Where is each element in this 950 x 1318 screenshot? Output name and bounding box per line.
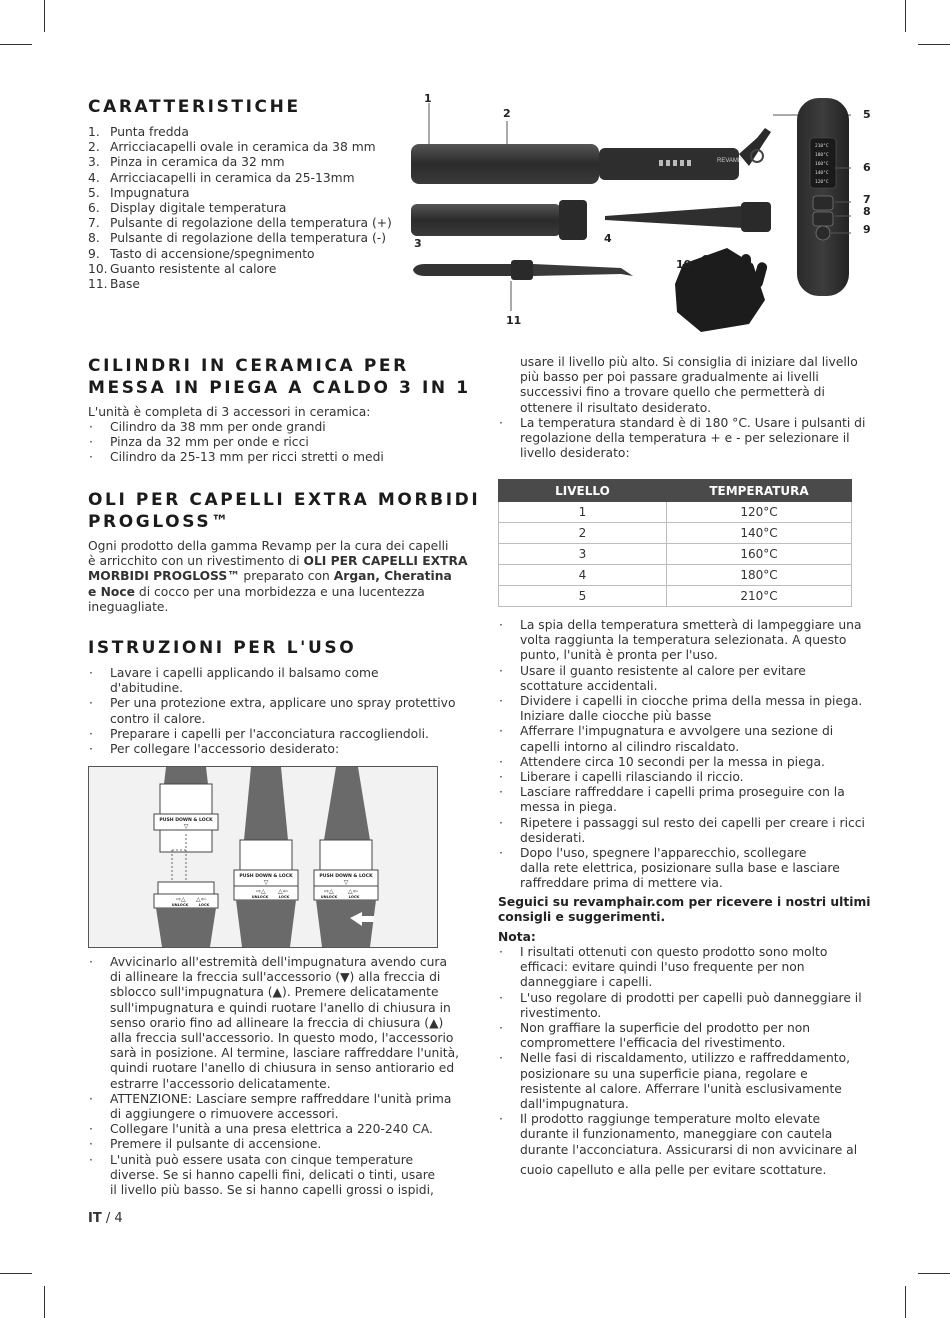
line: · La spia della temperatura smetterà di lampeggiare una <box>520 618 862 632</box>
line: regolazione della temperatura + e - per selezionare il <box>520 431 850 446</box>
feature-text: Pulsante di regolazione della temperatura (-) <box>110 231 386 246</box>
line: quindi ruotare l'anello di chiusura in senso antiorario ed <box>110 1061 455 1076</box>
svg-text:△⇦: △⇦ <box>278 888 288 895</box>
feature-number: 4. <box>88 170 100 185</box>
table-row <box>499 586 852 607</box>
line: resistente al calore. Afferrare l'unità esclusivamente <box>520 1081 842 1096</box>
instruction-item <box>88 1092 468 1122</box>
oils-title-line2: PROGLOSS™ <box>88 512 231 532</box>
line: · Lasciare raffreddare i capelli prima proseguire con la <box>520 785 845 800</box>
brand-logo: REVAMP <box>717 158 742 164</box>
svg-text:▽: ▽ <box>263 879 269 886</box>
usage-step <box>498 618 878 664</box>
temperature-table <box>498 479 852 607</box>
feature-item <box>88 171 408 186</box>
table-row <box>499 544 852 565</box>
barrel-32mm <box>411 204 561 236</box>
feature-text: Pinza in ceramica da 32 mm <box>110 155 285 170</box>
feature-item <box>88 231 408 246</box>
line: · Per collegare l'accessorio desiderato: <box>110 742 340 757</box>
cylinders-title-line2: MESSA IN PIEGA A CALDO 3 IN 1 <box>88 378 471 398</box>
line: desiderati. <box>520 830 586 845</box>
cool-tip-stand <box>739 128 771 166</box>
crop-mark <box>44 1286 45 1318</box>
instruction-item <box>88 1122 468 1137</box>
svg-text:⇨△: ⇨△ <box>256 888 266 895</box>
instruction-item <box>88 1153 468 1199</box>
callout-1: 1 <box>424 92 432 105</box>
temperature-cell: 160°C <box>667 544 852 565</box>
follow-us-text <box>498 895 878 925</box>
feature-item <box>88 247 408 262</box>
svg-text:⇨△: ⇨△ <box>324 888 334 895</box>
line: scottature accidentali. <box>520 678 658 693</box>
table-row <box>499 523 852 544</box>
instructions-list-1 <box>88 666 468 757</box>
line: Iniziare dalle ciocche più basse <box>520 709 712 724</box>
line: senso orario fino ad allineare la freccia di chiusura (▲) <box>110 1015 444 1030</box>
cylinder-item: · Cilindro da 25-13 mm per ricci stretti o medi <box>88 450 468 465</box>
line: · Attendere circa 10 secondi per la messa in piega. <box>520 754 825 769</box>
line: · Avvicinarlo all'estremità dell'impugnatura avendo cura <box>110 955 448 969</box>
instruction-item <box>88 1137 468 1152</box>
usage-step <box>498 694 878 724</box>
feature-item <box>88 277 408 292</box>
line: durante il funzionamento, maneggiare con cautela <box>520 1127 833 1142</box>
line: · Premere il pulsante di accensione. <box>110 1137 322 1152</box>
instruction-item <box>88 696 468 726</box>
feature-number: 2. <box>88 140 100 155</box>
power-button[interactable] <box>816 226 830 240</box>
language-code: IT <box>88 1211 102 1226</box>
line: · I risultati ottenuti con questo prodotto sono molto <box>520 945 828 959</box>
note-item <box>498 991 878 1021</box>
line: volta raggiunta la temperatura selezionata. A questo <box>520 633 847 648</box>
push-down-lock-label: PUSH DOWN & LOCK <box>239 874 293 879</box>
callout-8: 8 <box>863 205 871 218</box>
instructions-title: ISTRUZIONI PER L'USO <box>88 638 357 658</box>
feature-number: 5. <box>88 185 100 200</box>
line: danneggiare i capelli. <box>520 975 653 990</box>
line: · Il prodotto raggiunge temperature molto elevate <box>520 1112 821 1127</box>
feature-item <box>88 125 408 140</box>
feature-number: 1. <box>88 125 100 139</box>
feature-item <box>88 186 408 201</box>
feature-text: Arricciacapelli in ceramica da 25-13mm <box>110 170 355 185</box>
feature-text: Tasto di accensione/spegnimento <box>110 246 315 261</box>
feature-number: 6. <box>88 201 100 216</box>
page-number: 4 <box>114 1211 123 1226</box>
usage-step <box>498 724 878 754</box>
callout-4: 4 <box>604 232 612 245</box>
note-item <box>498 1021 878 1051</box>
oils-title-line1: OLI PER CAPELLI EXTRA MORBIDI <box>88 490 481 510</box>
level-cell: 5 <box>499 586 667 607</box>
feature-number: 8. <box>88 231 100 246</box>
cylinder-item: · Cilindro da 38 mm per onde grandi <box>88 420 468 435</box>
line: · Ripetere i passaggi sul resto dei capelli per creare i ricci <box>520 815 865 830</box>
instructions-list-2 <box>88 955 468 1198</box>
crop-mark <box>918 44 950 45</box>
display-temperature: 120°C <box>815 180 829 185</box>
line: · ATTENZIONE: Lasciare sempre raffreddare l'unità prima <box>110 1091 452 1106</box>
callout-10: 10 <box>676 258 692 271</box>
line: · Lavare i capelli applicando il balsamo come <box>110 666 379 680</box>
feature-text: Punta fredda <box>110 125 189 139</box>
usage-step <box>498 816 878 846</box>
cylinders-intro: L'unità è completa di 3 accessori in ceramica: <box>88 405 371 419</box>
levels-continuation <box>520 355 880 416</box>
line: · Liberare i capelli rilasciando il riccio. <box>520 770 744 785</box>
callout-5: 5 <box>863 108 871 121</box>
callout-2: 2 <box>503 107 511 120</box>
display-temperature: 180°C <box>815 153 829 158</box>
line: · La temperatura standard è di 180 °C. Usare i pulsanti di <box>520 416 866 430</box>
temp-down-button[interactable] <box>813 212 833 226</box>
callout-7: 7 <box>863 193 871 206</box>
line: livello desiderato: <box>520 446 630 461</box>
crop-mark <box>918 1273 950 1274</box>
line: di allineare la freccia sull'accessorio (▼) alla freccia di <box>110 970 441 985</box>
footer-separator: / <box>101 1211 115 1226</box>
instruction-item <box>88 955 468 1092</box>
line: messa in piega. <box>520 800 617 815</box>
cylinders-title-line1: CILINDRI IN CERAMICA PER <box>88 356 409 376</box>
usage-step <box>498 770 878 785</box>
unlock-label: UNLOCK <box>320 895 338 899</box>
crop-mark <box>905 0 906 32</box>
line: dalla rete elettrica, posizionare sulla base e lasciare <box>520 861 840 876</box>
callout-6: 6 <box>863 161 871 174</box>
line: · Dividere i capelli in ciocche prima della messa in piega. <box>520 694 863 709</box>
cylinder-item: · Pinza da 32 mm per onde e ricci <box>88 435 468 450</box>
page-footer <box>88 1211 123 1226</box>
note-item <box>498 1112 878 1158</box>
feature-item <box>88 140 408 155</box>
line: efficaci: evitare quindi l'uso frequente per non <box>520 960 805 975</box>
svg-text:▽: ▽ <box>343 879 349 886</box>
feature-item <box>88 216 408 231</box>
features-list <box>88 125 408 292</box>
callout-9: 9 <box>863 223 871 236</box>
level-cell: 3 <box>499 544 667 565</box>
table-header-temperature: TEMPERATURA <box>667 480 852 502</box>
feature-number: 7. <box>88 216 100 231</box>
oils-paragraph: Ogni prodotto della gamma Revamp per la cura dei capelli è arricchito con un rivestimento di OLI PER CAPELLI EXTRA MORBIDI PROGLOSS™ preparato con Argan, Cheratina e Noce di cocco per una morbidezza e una lucentezza ineguagliate. <box>88 539 468 614</box>
line: sarà in posizione. Al termine, lasciare raffreddare l'unità, <box>110 1046 460 1061</box>
line: dall'impugnatura. <box>520 1097 629 1112</box>
table-row <box>499 502 852 523</box>
display-temperature: 210°C <box>815 144 829 149</box>
line: sull'impugnatura e quindi ruotare l'anello di chiusura in <box>110 1000 451 1015</box>
usage-step <box>498 846 878 892</box>
line: sblocco sull'impugnatura (▲). Premere delicatamente <box>110 985 439 1000</box>
line: alla freccia sull'accessorio. In questo modo, l'accessorio <box>110 1031 454 1046</box>
feature-text: Base <box>110 277 140 292</box>
line: · Preparare i capelli per l'acconciatura raccogliendoli. <box>110 726 429 741</box>
display-temperature: 160°C <box>815 162 829 167</box>
level-cell: 4 <box>499 565 667 586</box>
temperature-cell: 140°C <box>667 523 852 544</box>
feature-text: Display digitale temperatura <box>110 201 287 216</box>
line: Seguici su revamphair.com per ricevere i nostri ultimi <box>498 895 871 909</box>
line: · Per una protezione extra, applicare uno spray protettivo <box>110 696 456 711</box>
level-cell: 2 <box>499 523 667 544</box>
curling-wand <box>413 264 513 276</box>
notes-list <box>498 945 878 1158</box>
feature-text: Pulsante di regolazione della temperatura (+) <box>110 216 392 231</box>
usage-step <box>498 755 878 770</box>
line: rivestimento. <box>520 1005 602 1020</box>
crop-mark <box>0 44 32 45</box>
line: più basso per poi passare gradualmente ai livelli <box>520 370 819 385</box>
line: compromettere l'efficacia del rivestimento. <box>520 1036 786 1051</box>
standard-temperature-item <box>498 416 878 462</box>
barrel-38mm <box>411 144 599 184</box>
lock-label: LOCK <box>348 895 360 899</box>
attachment-diagram <box>88 766 438 948</box>
line: posizionare su una superficie piana, regolare e <box>520 1066 808 1081</box>
svg-text:⇨△: ⇨△ <box>176 896 186 903</box>
feature-number: 9. <box>88 246 100 261</box>
line: d'abitudine. <box>110 681 184 696</box>
line: usare il livello più alto. Si consiglia di iniziare dal livello <box>520 355 858 369</box>
line: · Collegare l'unità a una presa elettrica a 220-240 CA. <box>110 1122 433 1137</box>
feature-item <box>88 155 408 170</box>
notes-last-line: cuoio capelluto e alla pelle per evitare scottature. <box>520 1163 827 1177</box>
feature-text: Guanto resistente al calore <box>110 261 277 276</box>
temperature-cell: 210°C <box>667 586 852 607</box>
cylinders-list <box>88 420 468 466</box>
table-header-level: LIVELLO <box>499 480 667 502</box>
instruction-item <box>88 742 468 757</box>
crop-mark <box>905 1286 906 1318</box>
feature-number: 11. <box>88 277 108 292</box>
level-cell: 1 <box>499 502 667 523</box>
usage-step <box>498 664 878 694</box>
callout-3: 3 <box>414 237 422 250</box>
svg-text:△⇦: △⇦ <box>196 896 206 903</box>
feature-text: Impugnatura <box>110 185 190 200</box>
instruction-item <box>88 727 468 742</box>
svg-text:△⇦: △⇦ <box>348 888 358 895</box>
temperature-info <box>498 416 878 462</box>
feature-text: Arricciacapelli ovale in ceramica da 38 mm <box>110 140 376 155</box>
line: il livello più basso. Se si hanno capelli grossi o ispidi, <box>110 1183 434 1198</box>
unlock-label: UNLOCK <box>171 903 189 907</box>
line: durante l'acconciatura. Assicurarsi di non avvicinare al <box>520 1142 858 1157</box>
lock-label: LOCK <box>198 903 210 907</box>
callout-11: 11 <box>506 314 522 327</box>
line: contro il calore. <box>110 711 206 726</box>
note-item <box>498 945 878 991</box>
svg-text:▽: ▽ <box>183 823 189 830</box>
note-item <box>498 1051 878 1112</box>
temperature-cell: 120°C <box>667 502 852 523</box>
line: · Afferrare l'impugnatura e avvolgere una sezione di <box>520 724 834 739</box>
unlock-label: UNLOCK <box>251 895 269 899</box>
push-down-lock-label: PUSH DOWN & LOCK <box>319 874 373 879</box>
display-temperature: 140°C <box>815 171 829 176</box>
line: raffreddare prima di mettere via. <box>520 876 723 891</box>
feature-number: 3. <box>88 155 100 170</box>
usage-step <box>498 785 878 815</box>
crop-mark <box>44 0 45 32</box>
line: · L'unità può essere usata con cinque temperature <box>110 1152 414 1167</box>
feature-item <box>88 262 408 277</box>
line: punto, l'unità è pronta per l'uso. <box>520 648 718 663</box>
temp-up-button[interactable] <box>813 196 833 210</box>
feature-number: 10. <box>88 261 108 276</box>
line: · Nelle fasi di riscaldamento, utilizzo e raffreddamento, <box>520 1051 851 1066</box>
product-image <box>405 88 880 333</box>
line: successivi fino a trovare quello che permetterà di <box>520 385 825 400</box>
feature-item <box>88 201 408 216</box>
barrel-cone <box>605 206 743 228</box>
usage-steps-list <box>498 618 878 892</box>
line: consigli e suggerimenti. <box>498 910 666 925</box>
table-row <box>499 565 852 586</box>
features-title: CARATTERISTICHE <box>88 97 301 117</box>
crop-mark <box>0 1273 32 1274</box>
line: diverse. Se si hanno capelli fini, delicati o tinti, usare <box>110 1167 436 1182</box>
push-down-lock-label: PUSH DOWN & LOCK <box>159 818 213 823</box>
line: · L'uso regolare di prodotti per capelli può danneggiare il <box>520 990 862 1005</box>
instruction-item <box>88 666 468 696</box>
line: · Non graffiare la superficie del prodotto per non <box>520 1021 811 1036</box>
line: estrarre l'accessorio delicatamente. <box>110 1076 331 1091</box>
temperature-cell: 180°C <box>667 565 852 586</box>
note-label: Nota: <box>498 930 536 944</box>
line: di aggiungere o rimuovere accessori. <box>110 1107 339 1122</box>
lock-label: LOCK <box>278 895 290 899</box>
line: · Usare il guanto resistente al calore per evitare <box>520 663 806 678</box>
line: · Dopo l'uso, spegnere l'apparecchio, scollegare <box>520 846 807 861</box>
line: capelli intorno al cilindro riscaldato. <box>520 739 740 754</box>
line: ottenere il risultato desiderato. <box>520 400 711 415</box>
